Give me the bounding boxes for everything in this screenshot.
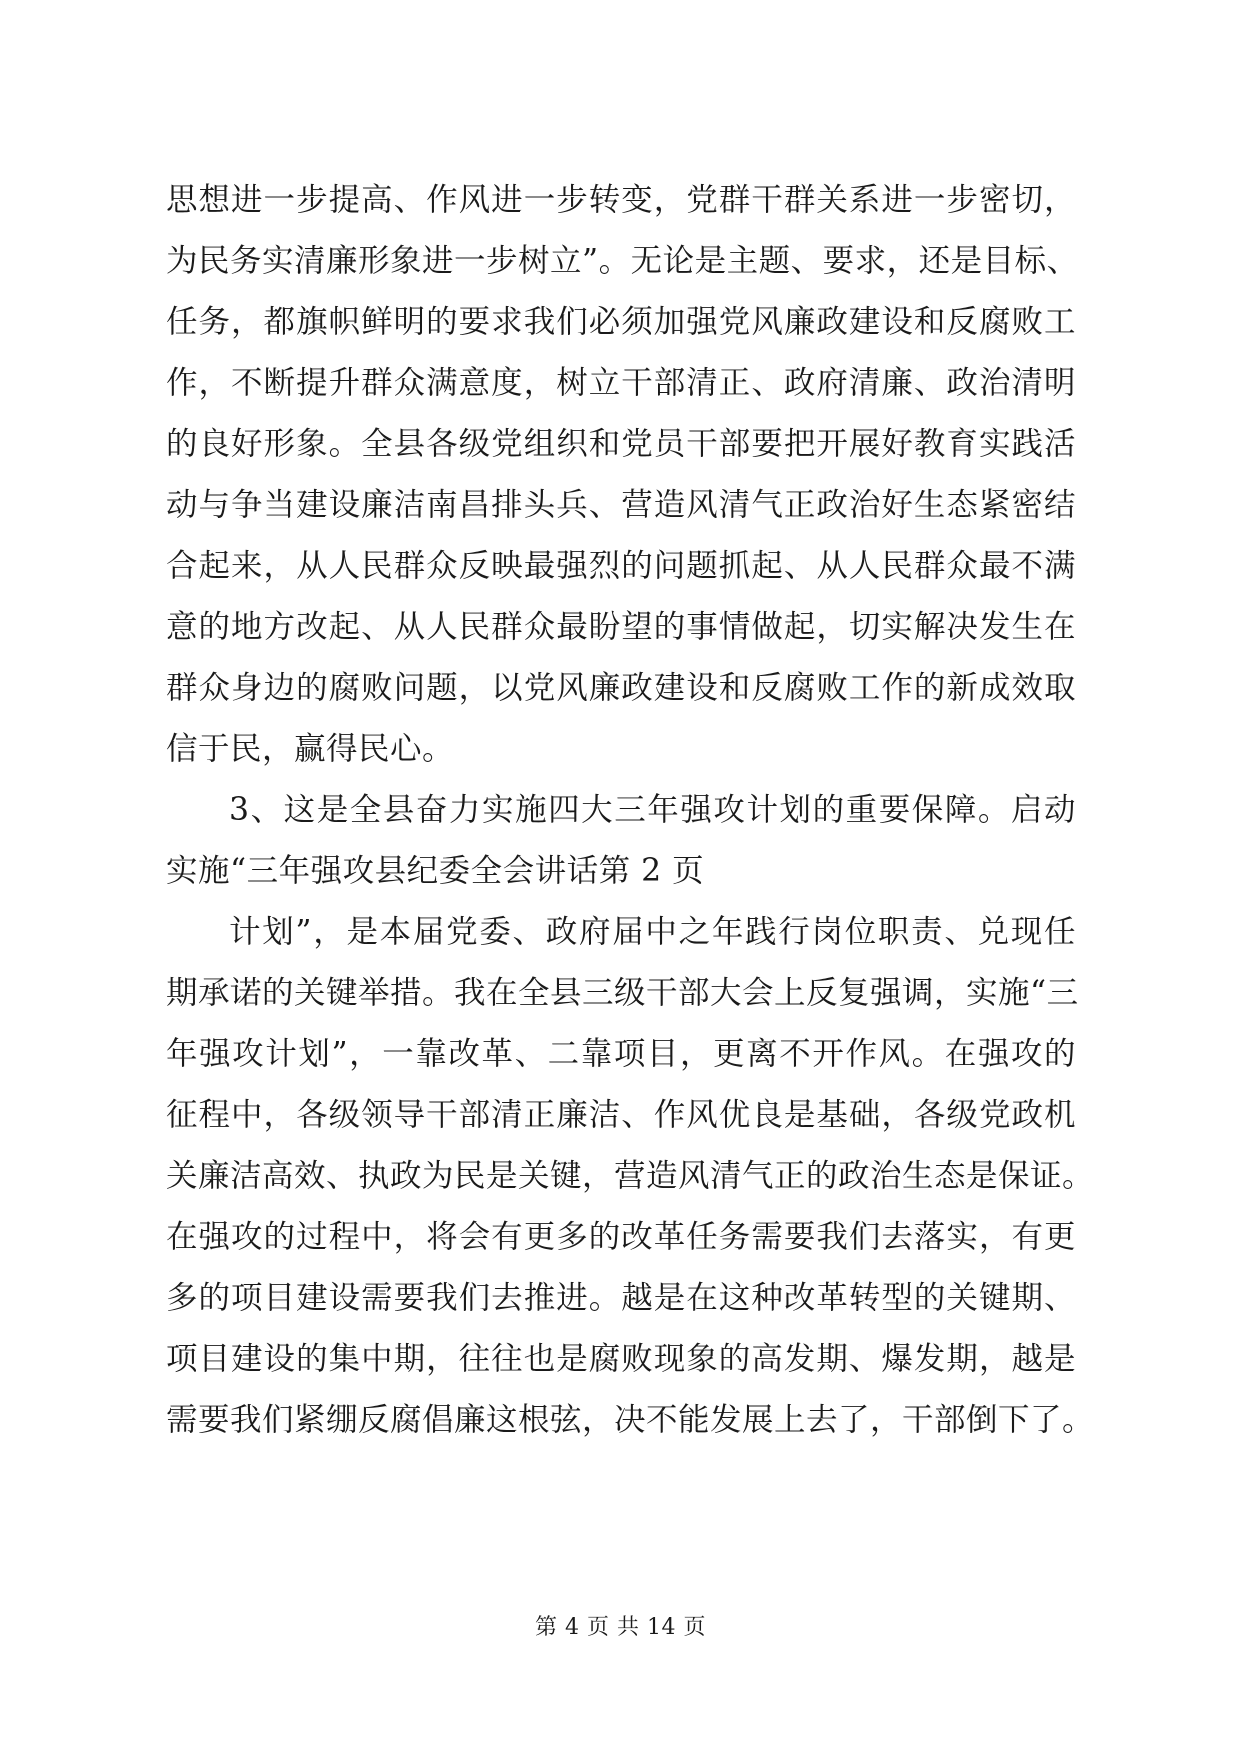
text-line: 意的地方改起、从人民群众最盼望的事情做起，切实解决发生在 [166,609,1076,645]
text-line: 需要我们紧绷反腐倡廉这根弦，决不能发展上去了，干部倒下了。 [166,1402,1095,1438]
text-line: 作，不断提升群众满意度，树立干部清正、政府清廉、政治清明 [166,365,1076,401]
text-line: 合起来，从人民群众反映最强烈的问题抓起、从人民群众最不满 [166,548,1076,584]
text-line: 计划”，是本届党委、政府届中之年践行岗位职责、兑现任 [229,914,1076,950]
text-line: 征程中，各级领导干部清正廉洁、作风优良是基础，各级党政机 [166,1097,1076,1133]
text-line: 任务，都旗帜鲜明的要求我们必须加强党风廉政建设和反腐败工 [166,304,1076,340]
text-line: 项目建设的集中期，往往也是腐败现象的高发期、爆发期，越是 [166,1341,1076,1377]
page-footer: 第 4 页 共 14 页 [535,1615,706,1640]
text-line: 实施“三年强攻县纪委全会讲话第 2 页 [166,853,705,889]
text-line: 期承诺的关键举措。我在全县三级干部大会上反复强调，实施“三 [166,975,1079,1011]
text-line: 多的项目建设需要我们去推进。越是在这种改革转型的关键期、 [166,1280,1076,1316]
text-line: 年强攻计划”，一靠改革、二靠项目，更离不开作风。在强攻的 [166,1036,1076,1072]
text-line: 为民务实清廉形象进一步树立”。无论是主题、要求，还是目标、 [166,243,1079,279]
text-line: 关廉洁高效、执政为民是关键，营造风清气正的政治生态是保证。 [166,1158,1095,1194]
text-line: 在强攻的过程中，将会有更多的改革任务需要我们去落实，有更 [166,1219,1076,1255]
text-line: 的良好形象。全县各级党组织和党员干部要把开展好教育实践活 [166,426,1076,462]
body-text [166,170,1095,1451]
text-line: 思想进一步提高、作风进一步转变，党群干群关系进一步密切， [166,182,1076,218]
text-line: 信于民，赢得民心。 [166,731,455,767]
text-line: 群众身边的腐败问题，以党风廉政建设和反腐败工作的新成效取 [166,670,1076,706]
text-line: 动与争当建设廉洁南昌排头兵、营造风清气正政治好生态紧密结 [166,487,1076,523]
text-line: 3、这是全县奋力实施四大三年强攻计划的重要保障。启动 [229,792,1076,828]
